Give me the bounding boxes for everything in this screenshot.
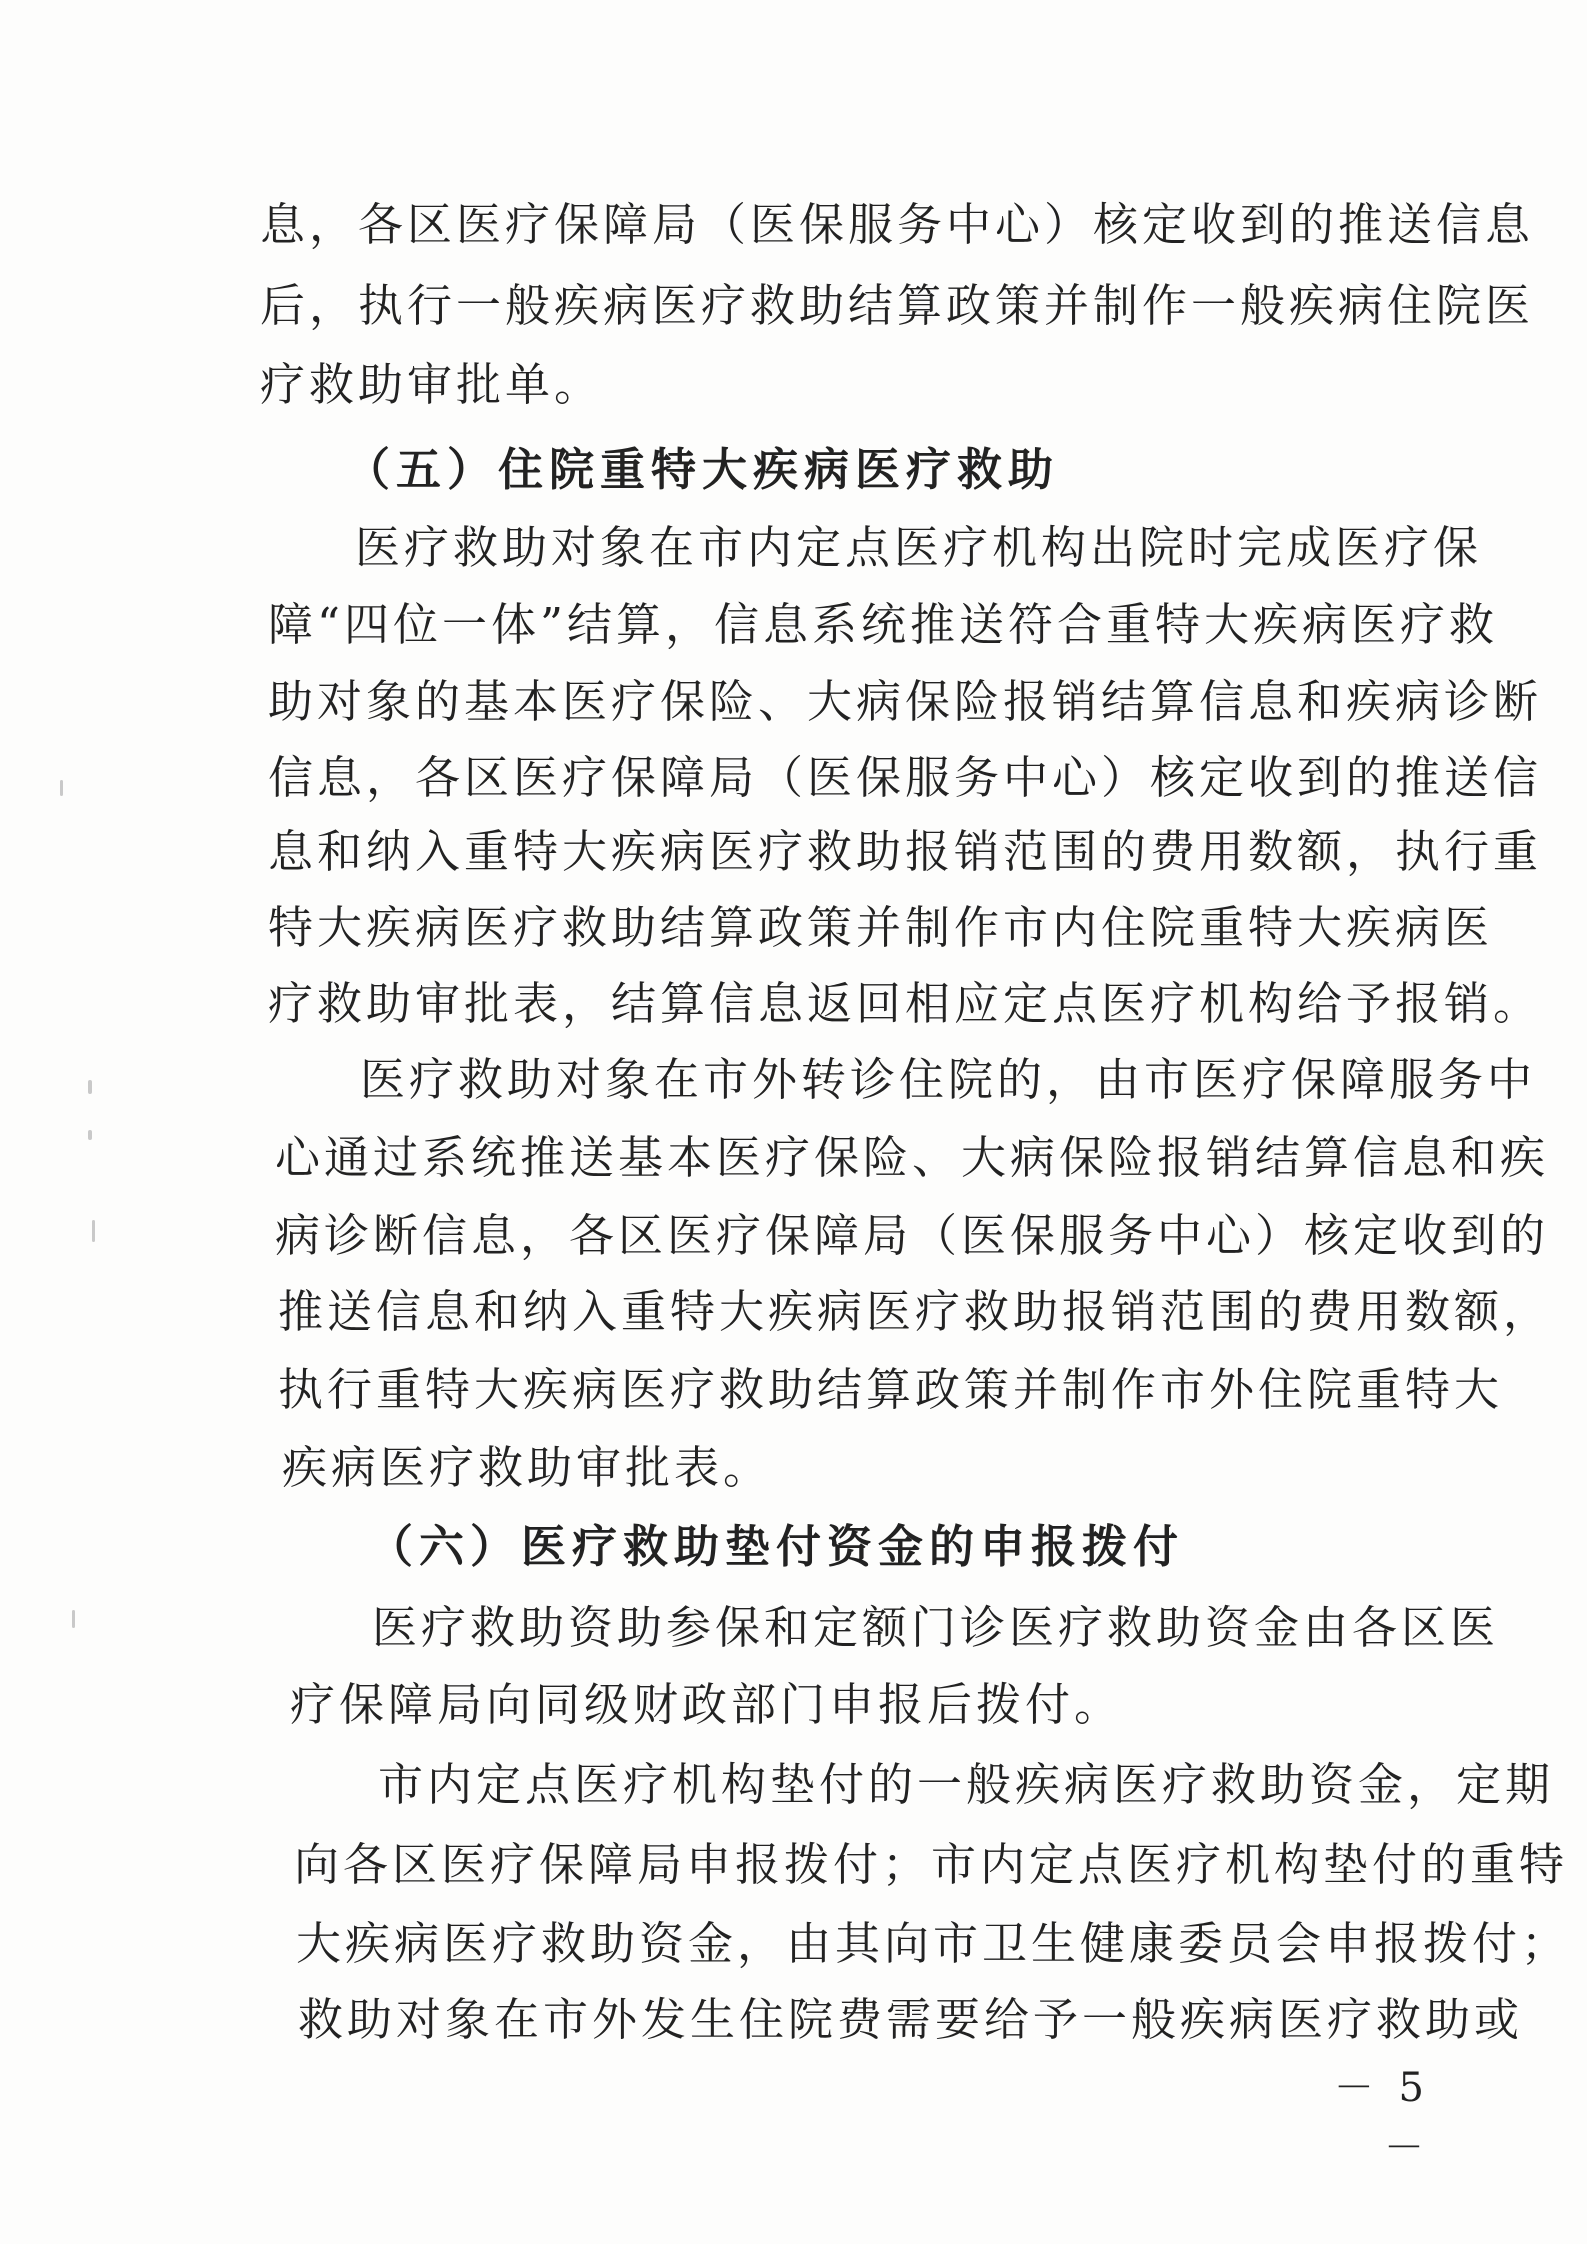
- paragraph-line: 医疗救助对象在市内定点医疗机构出院时完成医疗保: [355, 521, 1483, 574]
- paragraph-line: 助对象的基本医疗保险、大病保险报销结算信息和疾病诊断: [268, 675, 1543, 728]
- paragraph-line: 推送信息和纳入重特大疾病医疗救助报销范围的费用数额，: [278, 1285, 1553, 1338]
- paragraph-line: 息，各区医疗保障局（医保服务中心）核定收到的推送信息: [260, 198, 1535, 251]
- section-heading: （五）住院重特大疾病医疗救助: [345, 443, 1060, 496]
- paragraph-line: 病诊断信息，各区医疗保障局（医保服务中心）核定收到的: [275, 1209, 1550, 1262]
- paragraph-line: 后，执行一般疾病医疗救助结算政策并制作一般疾病住院医: [260, 279, 1535, 332]
- scan-mark: [72, 1610, 75, 1628]
- paragraph-line: 执行重特大疾病医疗救助结算政策并制作市外住院重特大: [278, 1363, 1504, 1416]
- paragraph-line: 市内定点医疗机构垫付的一般疾病医疗救助资金，定期: [378, 1758, 1555, 1811]
- paragraph-line: 救助对象在市外发生住院费需要给予一般疾病医疗救助或: [298, 1993, 1524, 2046]
- paragraph-line: 息和纳入重特大疾病医疗救助报销范围的费用数额，执行重: [268, 825, 1543, 878]
- scan-mark: [92, 1220, 95, 1242]
- paragraph-line: 医疗救助对象在市外转诊住院的，由市医疗保障服务中: [360, 1053, 1537, 1106]
- page-number: － 5 －: [1333, 2065, 1430, 2171]
- paragraph-line: 大疾病医疗救助资金，由其向市卫生健康委员会申报拨付；: [296, 1917, 1571, 1970]
- paragraph-line: 向各区医疗保障局申报拨付；市内定点医疗机构垫付的重特: [294, 1838, 1569, 1891]
- scan-mark: [88, 1130, 92, 1140]
- scan-mark: [60, 780, 63, 796]
- paragraph-line: 疗救助审批表，结算信息返回相应定点医疗机构给予报销。: [268, 977, 1543, 1030]
- section-heading: （六）医疗救助垫付资金的申报拨付: [368, 1520, 1185, 1573]
- paragraph-line: 医疗救助资助参保和定额门诊医疗救助资金由各区医: [372, 1601, 1500, 1654]
- paragraph-line: 疗救助审批单。: [260, 358, 604, 411]
- paragraph-line: 信息，各区医疗保障局（医保服务中心）核定收到的推送信: [268, 751, 1543, 804]
- paragraph-line: 障“四位一体”结算，信息系统推送符合重特大疾病医疗救: [268, 598, 1499, 651]
- scan-mark: [88, 1080, 92, 1094]
- paragraph-line: 心通过系统推送基本医疗保险、大病保险报销结算信息和疾: [275, 1131, 1550, 1184]
- paragraph-line: 特大疾病医疗救助结算政策并制作市内住院重特大疾病医: [268, 901, 1494, 954]
- paragraph-line: 疾病医疗救助审批表。: [282, 1441, 773, 1494]
- paragraph-line: 疗保障局向同级财政部门申报后拨付。: [290, 1678, 1124, 1731]
